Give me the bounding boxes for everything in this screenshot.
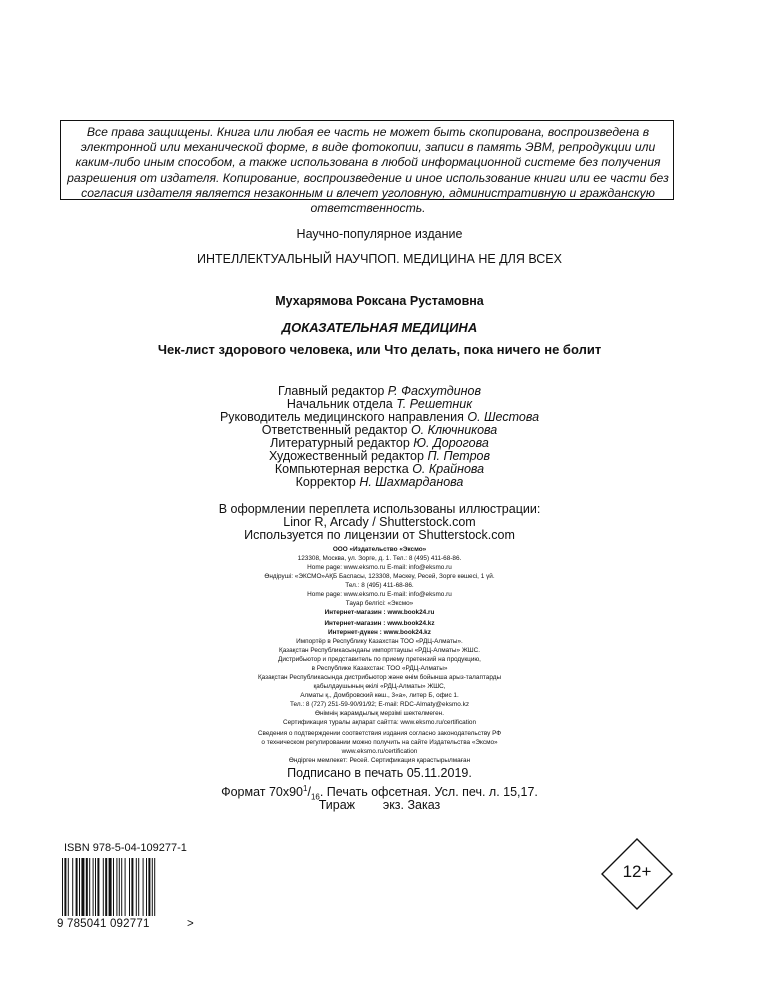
publisher-line: Интернет-дүкен : www.book24.kz: [328, 629, 431, 636]
rights-notice-text: Все права защищены. Книга или любая ее часть не может быть скопирована, воспроизведена в электронной или механической форме, в виде фотокопии, записи в память ЭВМ, репродукции или каким-либо иным способом, а также использована в любой информационной системе без получения разрешения от издателя. Копирование, воспроизведение и иное использование книги или ее части без согласия издателя является незаконным и влечет уголовную, административную и гражданскую ответственность.: [67, 125, 669, 216]
staff-name: О. Крайнова: [412, 462, 485, 476]
publisher-line: Қазақстан Республикасындағы импорттаушы «РДЦ-Алматы» ЖШС.: [278, 647, 481, 654]
format-sub: 16: [310, 792, 320, 802]
illustrations-credit: Linor R, Arcady / Shutterstock.com: [283, 515, 476, 529]
staff-line: [0, 475, 759, 490]
barcode-image: [60, 858, 192, 916]
publisher-line: 123308, Москва, ул. Зорге, д. 1. Тел.: 8 (495) 411-68-86.: [297, 555, 462, 562]
publisher-line: Өнімнің жарамдылық мерзімі шектелмеген.: [315, 710, 444, 717]
publisher-line: Интернет-магазин : www.book24.ru: [324, 609, 435, 616]
publisher-line: Сертификация туралы ақпарат сайтта: www.eksmo.ru/certification: [282, 719, 477, 726]
illustrations-note: В оформлении переплета использованы иллюстрации:: [218, 502, 541, 516]
publisher-line: Өндірген мемлекет: Ресей. Сертификация қарастырылмаған: [288, 757, 471, 764]
staff-role: Корректор: [295, 475, 356, 489]
format-sup: 1: [303, 784, 308, 793]
staff-name: О. Ключникова: [410, 423, 498, 437]
publisher-line: Сведения о подтверждении соответствия издания согласно законодательству РФ: [257, 730, 502, 737]
publisher-line: Қазақстан Республикасында дистрибьютор және өнім бойынша арыз-талаптарды: [257, 674, 502, 681]
staff-role: Главный редактор: [278, 384, 385, 398]
book-subtitle: Чек-лист здорового человека, или Что делать, пока ничего не болит: [157, 342, 602, 357]
publisher-line: Тел.: 8 (727) 251-59-90/91/92; E-mail: RDC-Almaty@eksmo.kz: [289, 701, 470, 708]
publisher-line: о техническом регулировании можно получить на сайте Издательства «Эксмо»: [261, 739, 498, 746]
staff-name: Ю. Дорогова: [413, 436, 489, 450]
isbn-label: ISBN 978-5-04-109277-1: [64, 842, 187, 854]
barcode-digits: 9 785041 092771: [57, 918, 150, 930]
publisher-line: Дистрибьютор и представитель по приему претензий на продукцию,: [278, 656, 481, 663]
format-prefix: Формат 70x90: [221, 785, 304, 800]
book-title: ДОКАЗАТЕЛЬНАЯ МЕДИЦИНА: [281, 320, 478, 335]
format-line: Формат $70x90^1/_{16}$. Печать офсетная. Усл. печ. л. 15,17.: [221, 784, 538, 802]
publisher-line: Интернет-магазин : www.book24.kz: [324, 620, 435, 627]
publisher-line: в Республике Казахстан: ТОО «РДЦ-Алматы»: [311, 665, 448, 672]
publisher-line: қабылдаушының өкілі «РДЦ-Алматы» ЖШС,: [313, 683, 446, 690]
run-order-line: Тираж экз. Заказ: [318, 798, 441, 812]
publisher-line: Алматы қ., Домбровский көш., 3«а», литер Б, офис 1.: [300, 692, 459, 699]
staff-role: Компьютерная верстка: [274, 462, 409, 476]
staff-name: П. Петров: [427, 449, 491, 463]
illustrations-license: Используется по лицензии от Shutterstock.com: [244, 528, 515, 542]
staff-name: О. Шестова: [467, 410, 540, 424]
barcode-arrow: >: [187, 918, 194, 930]
author-name: Мухарямова Роксана Рустамовна: [275, 294, 484, 308]
edition-type: Научно-популярное издание: [296, 227, 463, 241]
staff-name: Т. Решетник: [396, 397, 473, 411]
staff-role: Ответственный редактор: [261, 423, 408, 437]
publisher-line: Home page: www.eksmo.ru E-mail: info@eksmo.ru: [307, 591, 452, 598]
publisher-line: Тел.: 8 (495) 411-68-86.: [345, 582, 414, 589]
publisher-line: Тауар белгісі: «Эксмо»: [345, 600, 414, 607]
staff-name: Н. Шахмарданова: [359, 475, 464, 489]
staff-role: Литературный редактор: [270, 436, 410, 450]
format-suffix: . Печать офсетная. Усл. печ. л. 15,17.: [319, 785, 538, 800]
age-rating-text: 12+: [622, 862, 652, 881]
publisher-line: ООО «Издательство «Эксмо»: [332, 546, 427, 553]
staff-role: Руководитель медицинского направления: [219, 410, 464, 424]
staff-name: Р. Фасхутдинов: [387, 384, 481, 398]
staff-role: Художественный редактор: [268, 449, 424, 463]
publisher-line: www.eksmo.ru/certification: [341, 748, 418, 755]
publisher-line: Импортёр в Республику Казахстан ТОО «РДЦ-Алматы».: [296, 638, 463, 645]
signed-to-print: Подписано в печать 05.11.2019.: [287, 766, 472, 780]
publisher-line: Өндіруші: «ЭКСМО»АҚБ Баспасы, 123308, Мәскеу, Ресей, Зорге көшесі, 1 үй.: [264, 573, 495, 580]
series-name: ИНТЕЛЛЕКТУАЛЬНЫЙ НАУЧПОП. МЕДИЦИНА НЕ ДЛЯ ВСЕХ: [197, 252, 562, 266]
publisher-line: Home page: www.eksmo.ru E-mail: info@eksmo.ru: [307, 564, 452, 571]
age-rating-badge: [601, 838, 673, 910]
staff-role: Начальник отдела: [286, 397, 393, 411]
